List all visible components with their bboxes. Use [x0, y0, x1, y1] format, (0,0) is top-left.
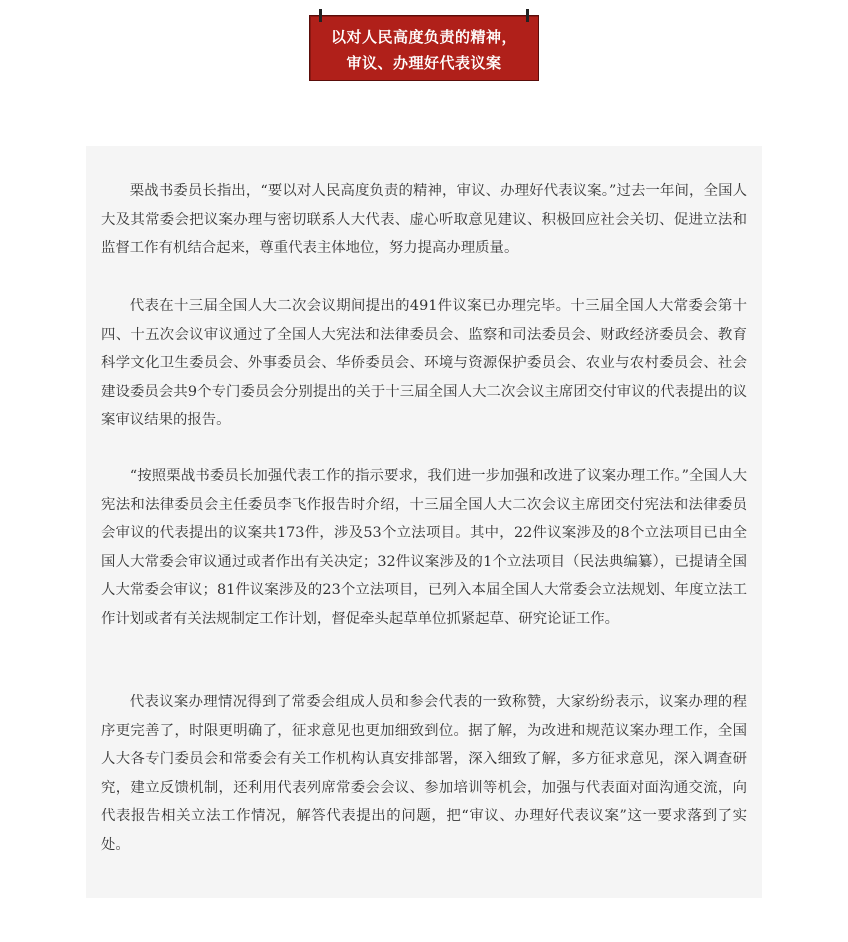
paragraph-1: 栗战书委员长指出，“要以对人民高度负责的精神，审议、办理好代表议案。”过去一年间，全国人大及其常委会把议案办理与密切联系人大代表、虚心听取意见建议、积极回应社会关切、促进立法和监督工作有机结合起来，尊重代表主体地位，努力提高办理质量。: [101, 183, 747, 256]
article-body: [86, 146, 762, 898]
paragraph-3: “按照栗战书委员长加强代表工作的指示要求，我们进一步加强和改进了议案办理工作。”全国人大宪法和法律委员会主任委员李飞作报告时介绍，十三届全国人大二次会议主席团交付宪法和法律委员会审议的代表提出的议案共173件，涉及53个立法项目。其中，22件议案涉及的8个立法项目已由全国人大常委会审议通过或者作出有关决定；32件议案涉及的1个立法项目（民法典编纂），已提请全国人大常委会审议；81件议案涉及的23个立法项目，已列入本届全国人大常委会立法规划、年度立法工作计划或者有关法规制定工作计划，督促牵头起草单位抓紧起草、研究论证工作。: [101, 468, 747, 627]
paragraph-2: 代表在十三届全国人大二次会议期间提出的491件议案已办理完毕。十三届全国人大常委会第十四、十五次会议审议通过了全国人大宪法和法律委员会、监察和司法委员会、财政经济委员会、教育科学文化卫生委员会、外事委员会、华侨委员会、环境与资源保护委员会、农业与农村委员会、社会建设委员会共9个专门委员会分别提出的关于十三届全国人大二次会议主席团交付审议的代表提出的议案审议结果的报告。: [101, 298, 747, 428]
paragraph-4: 代表议案办理情况得到了常委会组成人员和参会代表的一致称赞，大家纷纷表示，议案办理的程序更完善了，时限更明确了，征求意见也更加细致到位。据了解，为改进和规范议案办理工作，全国人大各专门委员会和常委会有关工作机构认真安排部署，深入细致了解，多方征求意见，深入调查研究，建立反馈机制，还利用代表列席常委会会议、参加培训等机会，加强与代表面对面沟通交流，向代表报告相关立法工作情况，解答代表提出的问题，把“审议、办理好代表议案”这一要求落到了实处。: [101, 694, 747, 853]
banner-title-line-1: 以对人民高度负责的精神，: [330, 28, 517, 46]
banner-pin-left: [319, 9, 322, 22]
title-banner: [309, 15, 539, 81]
banner-pin-right: [526, 9, 529, 22]
banner-title-line-2: 审议、办理好代表议案: [346, 54, 502, 72]
